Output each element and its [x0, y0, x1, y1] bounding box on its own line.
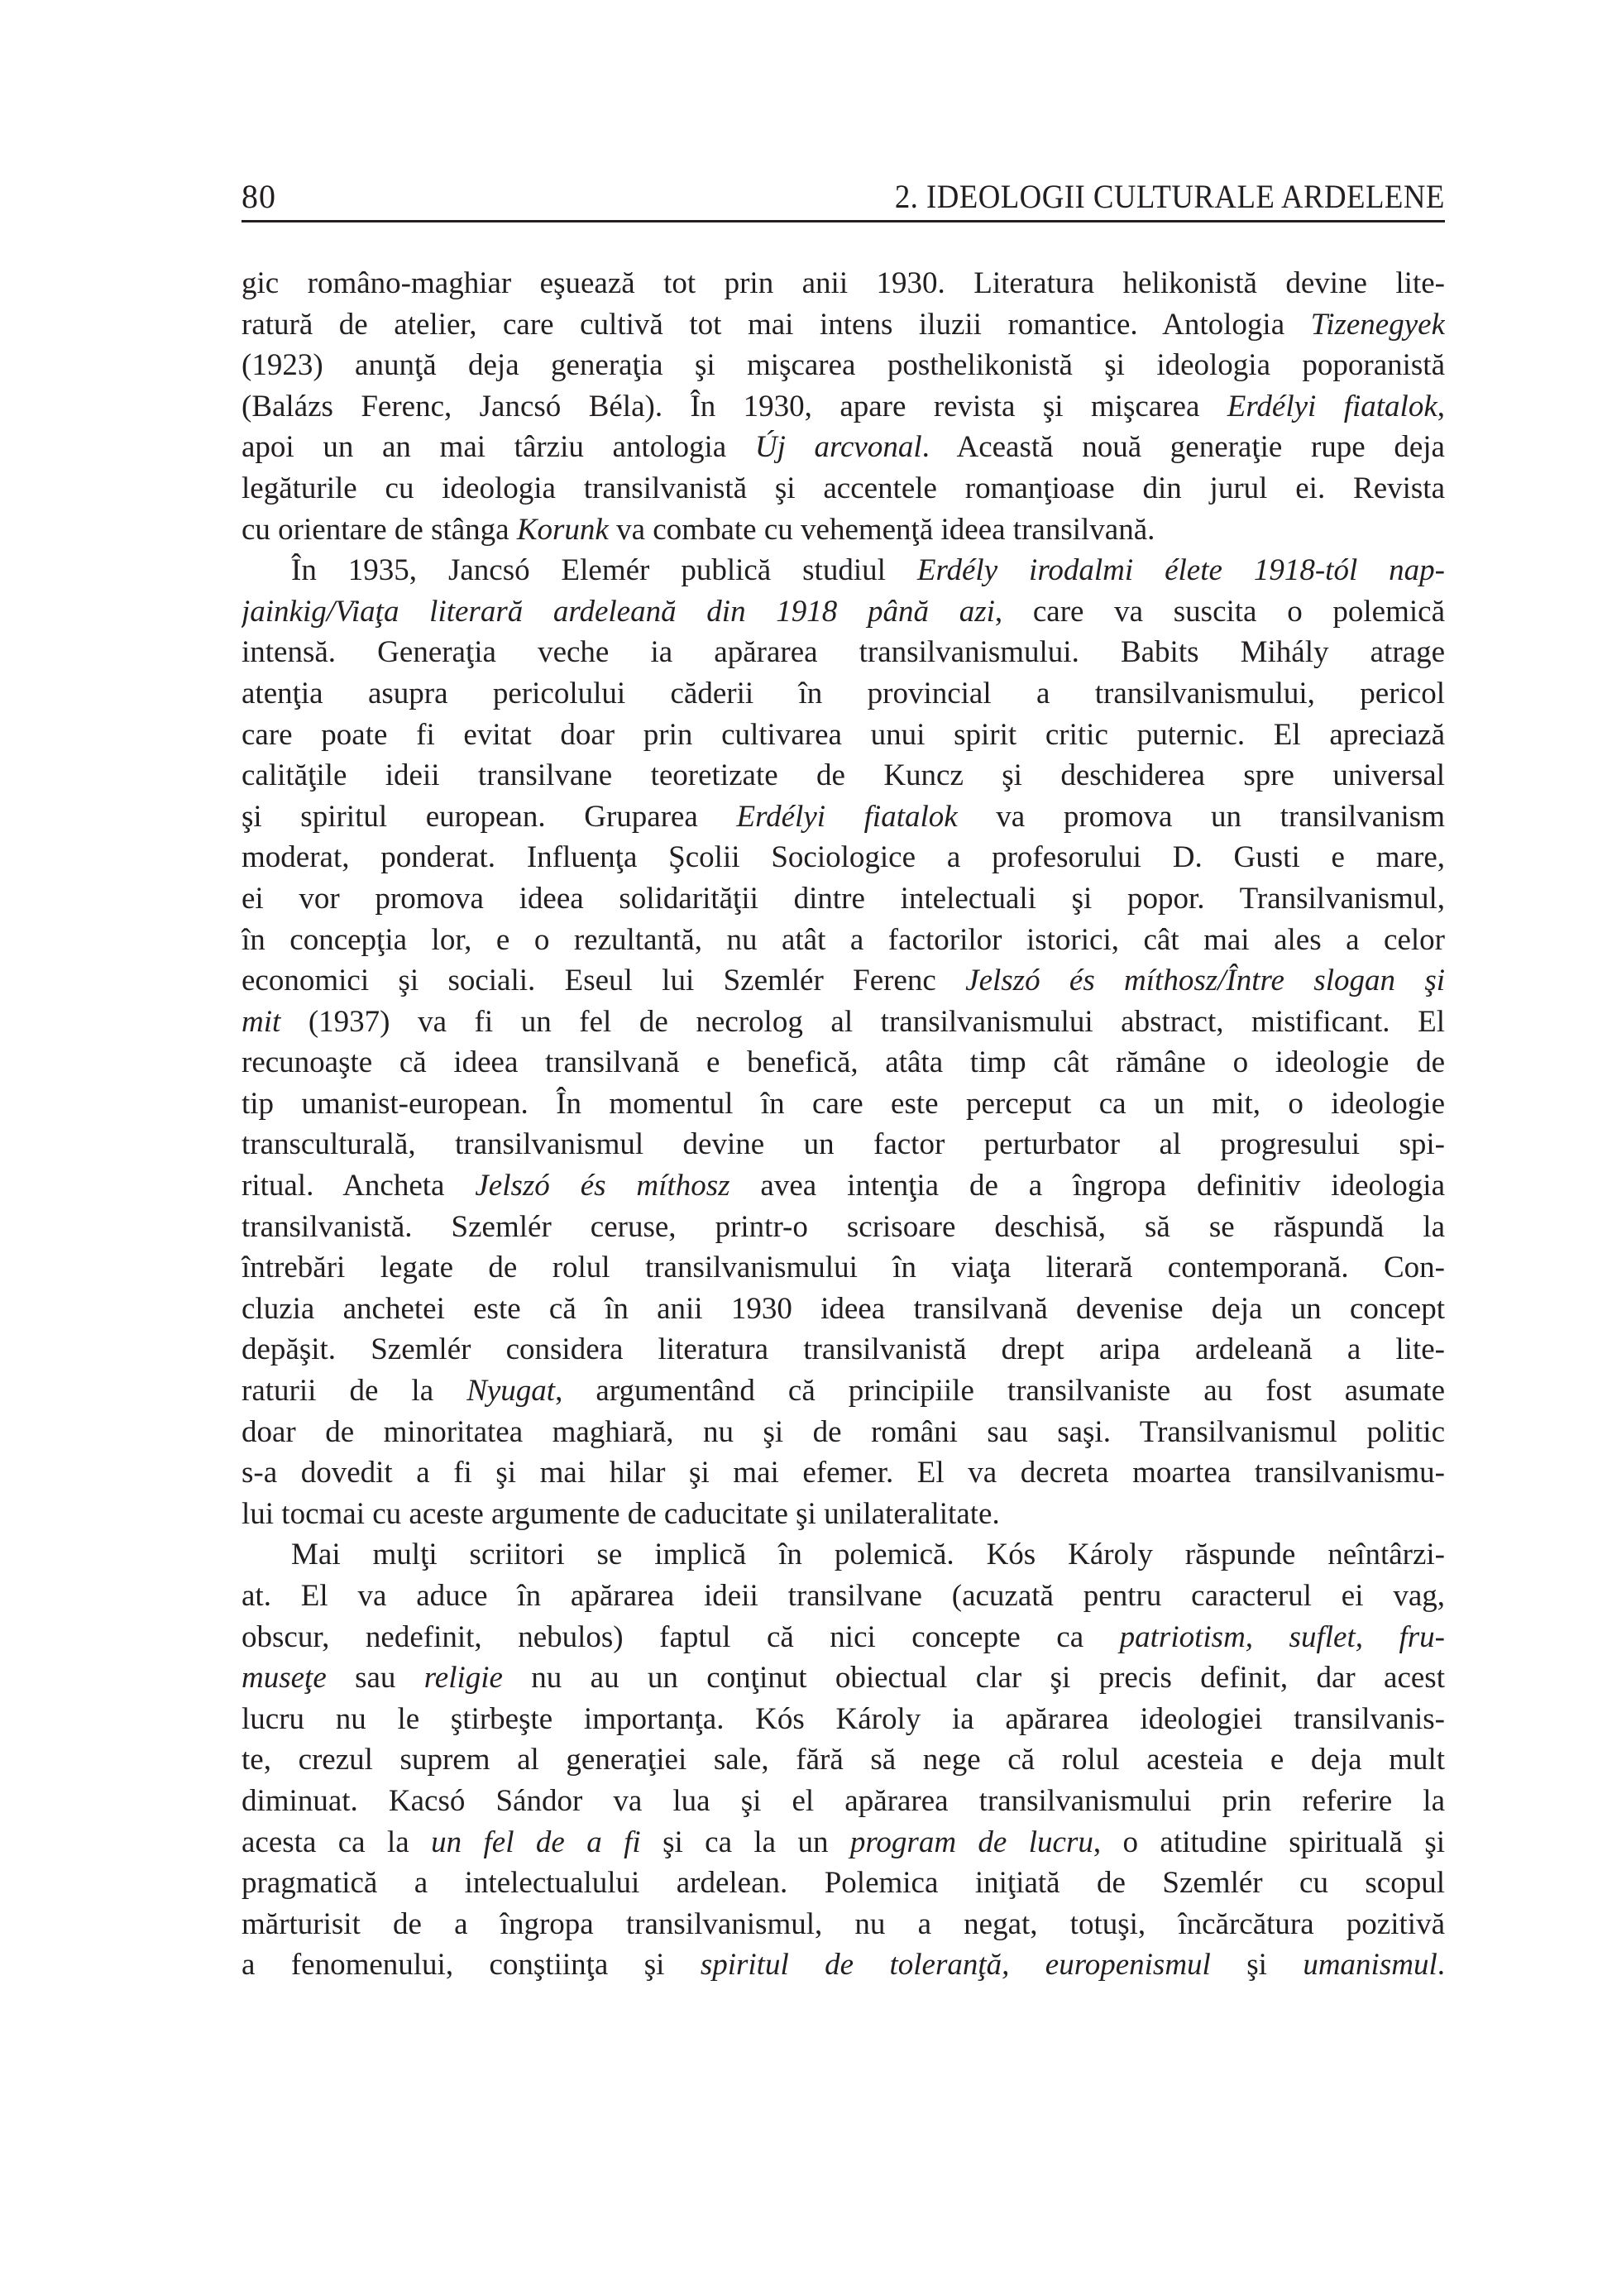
- text-line: [242, 960, 1445, 1002]
- body-text-segment: sau: [326, 1661, 424, 1696]
- text-line: [242, 1699, 1445, 1740]
- text-line: [242, 1207, 1445, 1248]
- text-line: [242, 1944, 1445, 1986]
- running-head: [242, 175, 1445, 215]
- body-text-segment: moderat, ponderat. Influenţa Şcolii Sociologice a profesorului D. Gusti e mare,: [242, 840, 1445, 875]
- text-line: [242, 878, 1445, 920]
- text-line: [242, 1289, 1445, 1330]
- body-text-segment: întrebări legate de rolul transilvanismului în viaţa literară contemporană. Con-: [242, 1251, 1445, 1285]
- italic-text: program de lucru: [849, 1825, 1093, 1859]
- body-text-segment: În 1935, Jancsó Elemér publică studiul: [291, 553, 917, 588]
- text-line: [242, 920, 1445, 961]
- text-line: [242, 427, 1445, 468]
- italic-text: jainkig/Viaţa literară ardeleană din 1918 până azi: [242, 594, 995, 629]
- text-line: [242, 304, 1445, 346]
- body-text-segment: ei vor promova ideea solidarităţii dintre intelectuali şi popor. Transilvanismul,: [242, 881, 1445, 916]
- body-text-segment: apoi un an mai târziu antologia: [242, 430, 755, 465]
- italic-text: Jelszó és míthosz: [475, 1169, 730, 1203]
- text-line: [242, 715, 1445, 756]
- body-text-segment: transilvanistă. Szemlér ceruse, printr-o scrisoare deschisă, să se răspundă la: [242, 1209, 1445, 1244]
- italic-text: Tizenegyek: [1310, 307, 1445, 342]
- text-line: [242, 1165, 1445, 1207]
- body-text-segment: recunoaşte că ideea transilvană e benefică, atâta timp cât rămâne o ideologie de: [242, 1045, 1445, 1080]
- body-text-segment: ,: [1437, 389, 1445, 423]
- italic-text: Erdély irodalmi élete 1918-tól nap-: [916, 553, 1445, 588]
- body-text-segment: avea intenţia de a îngropa definitiv ideologia: [729, 1169, 1445, 1203]
- body-text-segment: (1923) anunţă deja generaţia şi mişcarea posthelikonistă şi ideologia poporanistă: [242, 348, 1445, 383]
- paragraph: [242, 550, 1445, 1534]
- body-text-segment: (Balázs Ferenc, Jancsó Béla). În 1930, apare revista şi mişcarea: [242, 389, 1227, 423]
- body-text-segment: va promova un transilvanism: [957, 799, 1445, 834]
- text-line: [242, 1452, 1445, 1494]
- italic-text: umanismul: [1303, 1948, 1437, 1983]
- text-line: [242, 468, 1445, 509]
- body-text-segment: gic româno-maghiar eşuează tot prin anii 1930. Literatura helikonistă devine lite-: [242, 266, 1445, 300]
- body-text-segment: atenţia asupra pericolului căderii în provincial a transilvanismului, pericol: [242, 676, 1445, 710]
- italic-text: Erdélyi fiatalok: [736, 799, 958, 834]
- body-text-segment: te, crezul suprem al generaţiei sale, fără să nege că rolul acesteia e deja mult: [242, 1743, 1445, 1777]
- body-text: [242, 263, 1445, 1986]
- italic-text: Erdélyi fiatalok: [1227, 389, 1437, 423]
- body-text-segment: în concepţia lor, e o rezultantă, nu atât a factorilor istorici, cât mai ales a celor: [242, 922, 1445, 957]
- body-text-segment: raturii de la: [242, 1374, 467, 1409]
- text-line: [242, 1370, 1445, 1412]
- body-text-segment: doar de minoritatea maghiară, nu şi de români sau saşi. Transilvanismul politic: [242, 1414, 1445, 1449]
- italic-text: museţe: [242, 1661, 327, 1696]
- italic-text: mit: [242, 1004, 281, 1039]
- text-line: [242, 1042, 1445, 1083]
- text-line: [242, 796, 1445, 838]
- text-line: [242, 755, 1445, 796]
- body-text-segment: (1937) va fi un fel de necrolog al transilvanismului abstract, mistificant. El: [280, 1004, 1445, 1039]
- body-text-segment: obscur, nedefinit, nebulos) faptul că nici concepte ca: [242, 1619, 1120, 1654]
- header-rule: [242, 220, 1445, 222]
- body-text-segment: lui tocmai cu aceste argumente de caducitate şi unilateralitate.: [242, 1496, 1000, 1531]
- text-line: [242, 1863, 1445, 1904]
- body-text-segment: a fenomenului, conştiinţa şi: [242, 1948, 701, 1983]
- body-text-segment: cluzia anchetei este că în anii 1930 ideea transilvană devenise deja un concept: [242, 1291, 1445, 1326]
- text-line: [242, 1822, 1445, 1863]
- italic-text: spiritul de toleranţă, europenismul: [700, 1948, 1211, 1983]
- text-line: [242, 1124, 1445, 1165]
- body-text-segment: care poate fi evitat doar prin cultivarea unui spirit critic puternic. El apreciază: [242, 717, 1445, 752]
- text-line: [242, 837, 1445, 878]
- italic-text: Új arcvonal: [754, 430, 922, 465]
- text-line: [242, 1083, 1445, 1125]
- italic-text: Korunk: [516, 512, 609, 547]
- text-line: [242, 1576, 1445, 1617]
- body-text-segment: , argumentând că principiile transilvaniste au fost asumate: [555, 1374, 1445, 1409]
- italic-text: un fel de a fi: [431, 1825, 641, 1859]
- body-text-segment: . Această nouă generaţie rupe deja: [921, 430, 1445, 465]
- body-text-segment: Mai mulţi scriitori se implică în polemică. Kós Károly răspunde neîntârzi-: [291, 1538, 1445, 1572]
- text-line: [242, 386, 1445, 428]
- text-line: [242, 1412, 1445, 1453]
- body-text-segment: nu au un conţinut obiectual clar şi precis definit, dar acest: [502, 1661, 1445, 1696]
- text-line: [242, 1617, 1445, 1658]
- text-line: [242, 1657, 1445, 1699]
- italic-text: Nyugat: [466, 1374, 556, 1409]
- body-text-segment: legăturile cu ideologia transilvanistă şi accentele romanţioase din jurul ei. Revista: [242, 471, 1445, 505]
- paragraph: [242, 1534, 1445, 1986]
- text-line: [242, 673, 1445, 715]
- text-line: [242, 509, 1445, 551]
- body-text-segment: ritual. Ancheta: [242, 1169, 476, 1203]
- text-line: [242, 1494, 1445, 1535]
- body-text-segment: şi: [1210, 1948, 1303, 1983]
- body-text-segment: , care va suscita o polemică: [994, 594, 1445, 629]
- text-line: [242, 591, 1445, 633]
- text-line: [242, 1739, 1445, 1781]
- body-text-segment: .: [1437, 1948, 1445, 1983]
- text-line: [242, 263, 1445, 304]
- body-text-segment: pragmatică a intelectualului ardelean. Polemica iniţiată de Szemlér cu scopul: [242, 1866, 1445, 1901]
- italic-text: patriotism, suflet, fru-: [1119, 1619, 1445, 1654]
- body-text-segment: intensă. Generaţia veche ia apărarea transilvanismului. Babits Mihály atrage: [242, 635, 1445, 670]
- body-text-segment: economici şi sociali. Eseul lui Szemlér Ferenc: [242, 964, 966, 998]
- italic-text: Jelszó és míthosz/Între slogan şi: [965, 964, 1445, 998]
- text-line: [242, 1781, 1445, 1822]
- text-line: [242, 550, 1445, 591]
- text-line: [242, 632, 1445, 673]
- italic-text: religie: [423, 1661, 503, 1696]
- text-line: [242, 1904, 1445, 1945]
- body-text-segment: calităţile ideii transilvane teoretizate de Kuncz şi deschiderea spre universal: [242, 758, 1445, 793]
- running-title: 2. IDEOLOGII CULTURALE ARDELENE: [894, 178, 1445, 215]
- text-line: [242, 1534, 1445, 1576]
- body-text-segment: mărturisit de a îngropa transilvanismul, nu a negat, totuşi, încărcătura pozitivă: [242, 1906, 1445, 1941]
- body-text-segment: şi ca la un: [640, 1825, 850, 1859]
- body-text-segment: s-a dovedit a fi şi mai hilar şi mai efemer. El va decreta moartea transilvanismu-: [242, 1456, 1445, 1490]
- body-text-segment: lucru nu le ştirbeşte importanţa. Kós Károly ia apărarea ideologiei transilvanis-: [242, 1701, 1445, 1736]
- body-text-segment: , o atitudine spirituală şi: [1093, 1825, 1445, 1859]
- body-text-segment: tip umanist-european. În momentul în care este perceput ca un mit, o ideologie: [242, 1086, 1445, 1121]
- body-text-segment: diminuat. Kacsó Sándor va lua şi el apărarea transilvanismului prin referire la: [242, 1783, 1445, 1818]
- text-line: [242, 1247, 1445, 1289]
- body-text-segment: ratură de atelier, care cultivă tot mai intens iluzii romantice. Antologia: [242, 307, 1311, 342]
- body-text-segment: acesta ca la: [242, 1825, 432, 1859]
- body-text-segment: cu orientare de stânga: [242, 512, 517, 547]
- body-text-segment: va combate cu vehemenţă ideea transilvană.: [608, 512, 1155, 547]
- body-text-segment: şi spiritul european. Gruparea: [242, 799, 737, 834]
- text-line: [242, 1002, 1445, 1043]
- body-text-segment: transculturală, transilvanismul devine un factor perturbator al progresului spi-: [242, 1127, 1445, 1162]
- body-text-segment: at. El va aduce în apărarea ideii transilvane (acuzată pentru caracterul ei vag,: [242, 1579, 1445, 1613]
- text-line: [242, 345, 1445, 386]
- body-text-segment: depăşit. Szemlér considera literatura transilvanistă drept aripa ardeleană a lite-: [242, 1332, 1445, 1367]
- text-line: [242, 1329, 1445, 1370]
- page-number: 80: [242, 178, 276, 215]
- paragraph: [242, 263, 1445, 550]
